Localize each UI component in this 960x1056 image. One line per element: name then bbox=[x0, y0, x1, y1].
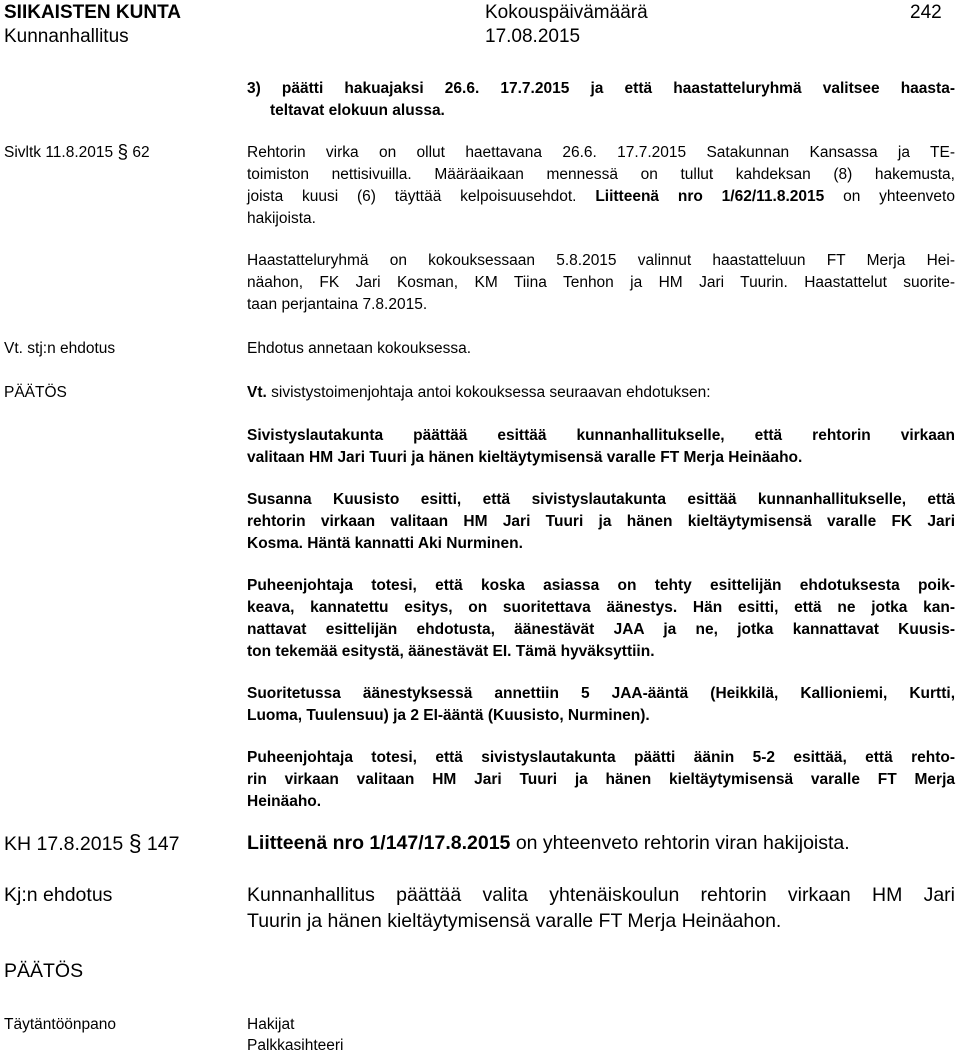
recipient: Hakijat bbox=[247, 1016, 295, 1033]
decision-paragraph bbox=[247, 747, 955, 813]
sivltk-paragraph-2 bbox=[247, 250, 955, 316]
text-line: Kunnanhallitus päättää valita yhtenäiskoulun rehtorin virkaan HM Jari bbox=[247, 884, 955, 906]
sivltk-ref: Sivltk 11.8.2015 bbox=[4, 144, 114, 161]
text-line: nattavat esittelijän ehdotusta, äänestävät JAA ja ne, jotka kannattavat Kuusis- bbox=[247, 621, 955, 638]
text-line: näahon, FK Jari Kosman, KM Tiina Tenhon ja HM Jari Tuurin. Haastattelut suorite- bbox=[247, 274, 955, 291]
decision-paragraph bbox=[247, 489, 955, 555]
text-line: rin virkaan valitaan HM Jari Tuuri ja hänen kieltäytymisensä varalle FT Merja bbox=[247, 771, 955, 788]
body-name: Kunnanhallitus bbox=[4, 26, 129, 47]
text-line: Haastatteluryhmä on kokouksessaan 5.8.2015 valinnut haastatteluun FT Merja Hei- bbox=[247, 252, 955, 269]
text-line: Puheenjohtaja totesi, että sivistyslautakunta päätti äänin 5-2 esittää, että rehto- bbox=[247, 749, 955, 766]
organization-name: SIIKAISTEN KUNTA bbox=[4, 2, 181, 23]
top-item-line: 3) päätti hakuajaksi 26.6. 17.7.2015 ja että haastatteluryhmä valitsee haasta- bbox=[247, 80, 955, 97]
attachment-text: on yhteenveto rehtorin viran hakijoista. bbox=[510, 832, 850, 854]
enforcement-label: Täytäntöönpano bbox=[4, 1016, 117, 1033]
sivltk-paragraph-1 bbox=[247, 142, 955, 230]
text-line: Puheenjohtaja totesi, että koska asiassa on tehty esittelijän ehdotuksesta poik- bbox=[247, 577, 955, 594]
text-line: valitaan HM Jari Tuuri ja hänen kieltäytymisensä varalle FT Merja Heinäaho. bbox=[247, 449, 803, 466]
kh-ref: KH 17.8.2015 bbox=[4, 833, 124, 855]
text-line: Kosma. Häntä kannatti Aki Nurminen. bbox=[247, 535, 523, 552]
text-line: keava, kannatettu esitys, on suoritettava äänestys. Hän esitti, että ne jotka kan- bbox=[247, 599, 955, 616]
decision-paragraph bbox=[247, 575, 955, 663]
kh-section-number: 147 bbox=[146, 833, 180, 855]
kh-proposal-label: Kj:n ehdotus bbox=[4, 884, 113, 906]
section-mark: § bbox=[117, 142, 129, 163]
kh-decision-label: PÄÄTÖS bbox=[4, 960, 84, 982]
proposal-label: Vt. stj:n ehdotus bbox=[4, 340, 116, 357]
text-line: Rehtorin virka on ollut haettavana 26.6. 17.7.2015 Satakunnan Kansassa ja TE- bbox=[247, 144, 955, 161]
decision-label: PÄÄTÖS bbox=[4, 384, 67, 401]
decision-intro-text: sivistystoimenjohtaja antoi kokouksessa seuraavan ehdotuksen: bbox=[271, 384, 711, 401]
section-mark: § bbox=[128, 830, 142, 856]
text-line: taan perjantaina 7.8.2015. bbox=[247, 296, 428, 313]
text-line: joista kuusi (6) täyttää kelpoisuusehdot. Liitteenä nro 1/62/11.8.2015 on yhteenveto bbox=[247, 188, 955, 205]
kh-proposal-text bbox=[247, 882, 955, 934]
text-line: Sivistyslautakunta päättää esittää kunnanhallitukselle, että rehtorin virkaan bbox=[247, 427, 955, 444]
text-line: Luoma, Tuulensuu) ja 2 EI-ääntä (Kuusisto, Nurminen). bbox=[247, 707, 650, 724]
text-line: Tuurin ja hänen kieltäytymisensä varalle FT Merja Heinäahon. bbox=[247, 910, 782, 932]
decision-intro-bold: Vt. bbox=[247, 384, 267, 401]
decision-paragraph bbox=[247, 425, 955, 469]
text-line: Susanna Kuusisto esitti, että sivistyslautakunta esittää kunnanhallitukselle, että bbox=[247, 491, 955, 508]
sivltk-section-number: 62 bbox=[132, 144, 150, 161]
meeting-date-label: Kokouspäivämäärä bbox=[485, 2, 648, 23]
decision-intro bbox=[247, 382, 955, 404]
text-line: toimiston nettisivuilla. Määräaikaan mennessä on tullut kahdeksan (8) hakemusta, bbox=[247, 166, 955, 183]
meeting-date: 17.08.2015 bbox=[485, 26, 581, 47]
top-item-line: teltavat elokuun alussa. bbox=[270, 102, 445, 119]
kh-reference bbox=[4, 830, 179, 857]
decision-paragraph bbox=[247, 683, 955, 727]
attachment-reference: Liitteenä nro 1/147/17.8.2015 bbox=[247, 832, 511, 854]
text-line: rehtorin virkaan valitaan HM Jari Tuuri ja hänen kieltäytymisensä varalle FK Jari bbox=[247, 513, 955, 530]
proposal-text: Ehdotus annetaan kokouksessa. bbox=[247, 340, 472, 357]
recipient: Palkkasihteeri bbox=[247, 1037, 344, 1054]
page-number: 242 bbox=[910, 2, 942, 23]
sivltk-reference bbox=[4, 142, 150, 164]
attachment-reference: Liitteenä nro 1/62/11.8.2015 bbox=[595, 188, 825, 205]
text-line: ton tekemää esitystä, äänestävät EI. Tämä hyväksyttiin. bbox=[247, 643, 655, 660]
text-line: Heinäaho. bbox=[247, 793, 322, 810]
text-line: hakijoista. bbox=[247, 210, 316, 227]
kh-attachment bbox=[247, 830, 955, 856]
text-line: Suoritetussa äänestyksessä annettiin 5 JAA-ääntä (Heikkilä, Kallioniemi, Kurtti, bbox=[247, 685, 955, 702]
top-item bbox=[247, 78, 955, 122]
